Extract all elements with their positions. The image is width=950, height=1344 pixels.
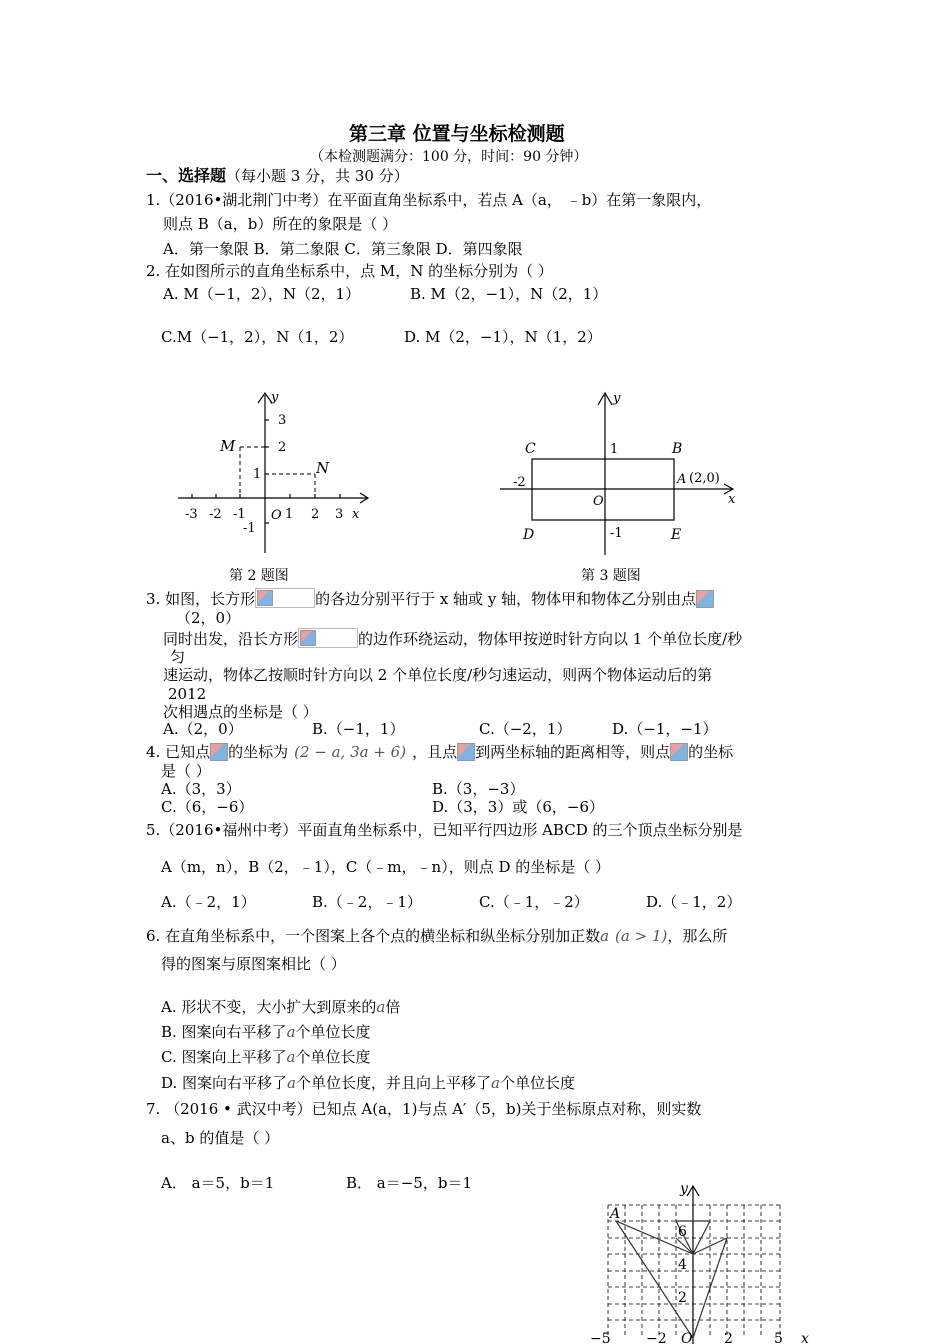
q5-option-d: D.（﹣1，2）: [646, 893, 742, 911]
fig3-ytick-neg1: -1: [610, 526, 623, 541]
inline-formula-image: [298, 628, 358, 648]
q6-option-b: [161, 1023, 371, 1041]
q6-text: D. 图案向右平移了: [161, 1074, 288, 1092]
q4-option-a: A.（3，3）: [161, 780, 241, 798]
q6-var-a: a: [600, 927, 610, 945]
q6-line1: [146, 927, 727, 945]
q3-text: 同时出发，沿长方形: [163, 630, 299, 648]
q2-option-a: A. M（−1，2），N（2，1）: [163, 285, 361, 303]
q1-line1: 1.（2016•湖北荆门中考）在平面直角坐标系中，若点 A（a， ﹣b）在第一象限内，: [146, 191, 712, 209]
fig2-ytick: 2: [278, 440, 287, 455]
q5-line2: A（m，n），B（2，﹣1），C（﹣m，﹣n），则点 D 的坐标是（ ）: [161, 858, 611, 876]
fig2-xtick: -1: [233, 507, 246, 522]
q4-text: 的坐标: [688, 743, 734, 761]
fig7-ytick-6: 6: [678, 1224, 687, 1240]
q3-line2: （2，0）: [176, 609, 241, 627]
fig3-ytick-1: 1: [610, 442, 619, 457]
figure-q2-caption: 第 2 题图: [229, 568, 289, 584]
fig2-xtick: -2: [209, 507, 222, 522]
q4-line2: 是（ ）: [161, 762, 211, 780]
fig2-point-n-label: N: [316, 459, 330, 477]
fig2-xtick: 1: [285, 507, 294, 522]
fig2-point-m-label: M: [220, 437, 236, 455]
q6-text: A. 形状不变，大小扩大到原来的: [161, 998, 377, 1016]
q6-text: 个单位长度: [295, 1048, 371, 1066]
q7-line2: a、b 的值是（ ）: [161, 1129, 280, 1147]
q6-text: 倍: [385, 998, 401, 1016]
q6-text: B. 图案向右平移了: [161, 1023, 287, 1041]
q6-text: 个单位长度，并且向上平移了: [295, 1074, 491, 1092]
q6-option-a: [161, 998, 400, 1016]
inline-formula-image: [696, 590, 714, 608]
fig3-y-label: y: [613, 391, 621, 406]
q1-line2: 则点 B（a，b）所在的象限是（ ）: [163, 215, 398, 233]
q7-option-a: A． a＝5，b＝1: [161, 1174, 275, 1192]
page-subtitle: （本检测题满分：100 分，时间：90 分钟）: [310, 149, 588, 165]
inline-formula-image: [457, 743, 475, 761]
fig3-point-c-label: C: [525, 441, 536, 457]
fig2-ytick: 1: [253, 467, 262, 482]
q3-option-c: C.（−2，1）: [479, 720, 572, 738]
fig7-grid: [608, 1205, 780, 1337]
fig2-xtick: 2: [311, 507, 320, 522]
q2-stem: 2. 在如图所示的直角坐标系中，点 M，N 的坐标分别为（ ）: [146, 262, 553, 280]
inline-formula-image: [210, 743, 228, 761]
q6-var-a: a: [286, 1023, 296, 1041]
fig7-origin-label: O: [681, 1331, 693, 1344]
inline-formula-image: [670, 743, 688, 761]
q6-option-c: [161, 1048, 370, 1066]
fig7-y-label: y: [680, 1181, 688, 1197]
fig3-point-d-label: D: [523, 527, 535, 543]
q6-option-d: [161, 1074, 575, 1092]
q6-text: 个单位长度: [295, 1023, 371, 1041]
q6-condition: (a > 1): [615, 927, 668, 945]
fig2-xtick: 3: [335, 507, 344, 522]
q6-text: ，那么所: [667, 927, 728, 945]
q4-text: ，且点: [412, 743, 458, 761]
q3-text: 的各边分别平行于 x 轴或 y 轴，物体甲和物体乙分别由点: [315, 590, 697, 608]
q2-option-b: B. M（2，−1），N（2，1）: [410, 285, 608, 303]
section-note: （每小题 3 分，共 30 分）: [226, 167, 409, 185]
q6-var-a: a: [491, 1074, 500, 1092]
fig3-point-e-label: E: [671, 527, 682, 543]
q3-line7: 次相遇点的坐标是（ ）: [163, 703, 318, 721]
fig3-xtick-neg2: -2: [513, 475, 526, 490]
q4-line1: [146, 743, 733, 761]
fig7-point-a-label: A: [610, 1206, 621, 1222]
q4-option-d: D.（3，3）或（6，−6）: [432, 798, 605, 816]
q3-line3: [163, 628, 742, 648]
q5-line1: 5.（2016•福州中考）平面直角坐标系中，已知平行四边形 ABCD 的三个顶点坐标分别是: [146, 821, 743, 839]
fig3-origin-label: O: [593, 494, 604, 509]
section-title: 一、选择题: [146, 166, 227, 185]
q6-var-a: a: [376, 998, 386, 1016]
section-heading: [146, 167, 409, 185]
page-title: 第三章 位置与坐标检测题: [349, 123, 565, 145]
fig2-ytick: -1: [243, 521, 256, 536]
q5-option-a: A.（﹣2，1）: [161, 893, 256, 911]
fig2-y-label: y: [271, 390, 279, 405]
q2-option-c: C.M（−1，2），N（1，2）: [161, 328, 354, 346]
q3-option-d: D.（−1，−1）: [612, 720, 718, 738]
figure-grid-coordinate-plane: [588, 1178, 818, 1344]
q4-text: 4. 已知点: [146, 743, 211, 761]
q3-line4: 匀: [170, 648, 186, 666]
fig3-x-label: x: [728, 492, 736, 507]
fig2-x-label: x: [352, 507, 360, 522]
q3-line6: 2012: [168, 685, 207, 703]
q3-line1: [146, 588, 714, 608]
figure-q3-rectangle: [495, 385, 745, 560]
q6-var-a: a: [286, 1048, 296, 1066]
fig7-xtick-2: 2: [724, 1331, 733, 1344]
q6-line2: 得的图案与原图案相比（ ）: [161, 955, 346, 973]
fig3-point-a-coord: (2,0): [689, 471, 720, 486]
fig2-origin-label: O: [271, 508, 282, 523]
q4-text: 到两坐标轴的距离相等，则点: [475, 743, 671, 761]
q4-option-b: B.（3，−3）: [432, 780, 525, 798]
fig3-point-b-label: B: [672, 441, 683, 457]
q7-option-b: B． a＝−5，b＝1: [346, 1174, 472, 1192]
q2-option-d: D. M（2，−1），N（1，2）: [404, 328, 602, 346]
q6-text: C. 图案向上平移了: [161, 1048, 287, 1066]
q3-option-b: B.（−1，1）: [312, 720, 405, 738]
fig3-point-a-label: A: [677, 472, 687, 487]
fig7-x-label: x: [801, 1331, 809, 1344]
q6-text: 6. 在直角坐标系中，一个图案上各个点的横坐标和纵坐标分别加正数: [146, 927, 601, 945]
fig2-ytick: 3: [278, 413, 287, 428]
q3-line5: 速运动，物体乙按顺时针方向以 2 个单位长度/秒匀速运动，则两个物体运动后的第: [163, 666, 713, 684]
q3-text: 的边作环绕运动，物体甲按逆时针方向以 1 个单位长度/秒: [358, 630, 743, 648]
q3-text: 3. 如图，长方形: [146, 590, 256, 608]
q6-var-a: a: [287, 1074, 296, 1092]
fig2-xtick: -3: [185, 507, 198, 522]
q4-option-c: C.（6，−6）: [161, 798, 254, 816]
figure-q3-caption: 第 3 题图: [581, 568, 641, 584]
q5-option-c: C.（﹣1，﹣2）: [479, 893, 589, 911]
q5-option-b: B.（﹣2，﹣1）: [312, 893, 422, 911]
fig7-ytick-4: 4: [678, 1257, 687, 1273]
q1-options: A．第一象限 B．第二象限 C．第三象限 D．第四象限: [163, 240, 523, 258]
q4-text: 的坐标为: [228, 743, 289, 761]
inline-formula-image: [255, 588, 315, 608]
fig7-xtick-neg2: −2: [646, 1331, 667, 1344]
figure-q2-coordinate-plane: [170, 385, 370, 560]
fig7-ytick-2: 2: [678, 1290, 687, 1306]
q6-text: 个单位长度: [499, 1074, 575, 1092]
q3-option-a: A.（2，0）: [163, 720, 243, 738]
fig7-xtick-neg5: −5: [590, 1331, 611, 1344]
q4-formula: (2 − a, 3a + 6): [294, 743, 407, 761]
q7-line1: 7. （2016 • 武汉中考）已知点 A(a，1)与点 A′（5，b)关于坐标原点对称，则实数: [146, 1100, 702, 1118]
fig7-xtick-5: 5: [774, 1331, 783, 1344]
